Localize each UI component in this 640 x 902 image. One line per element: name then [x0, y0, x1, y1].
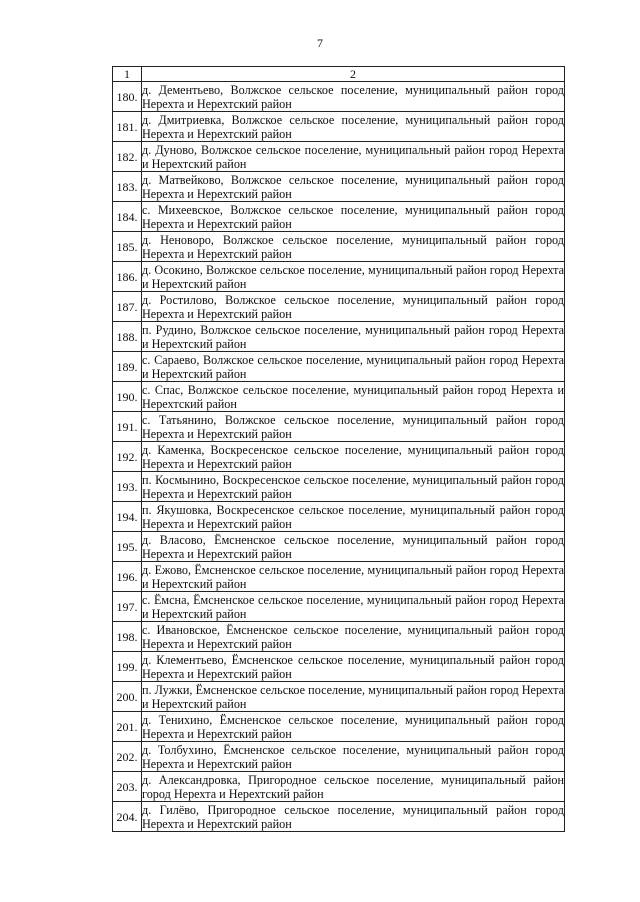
table-row	[113, 712, 565, 742]
table-row	[113, 262, 565, 292]
table-row	[113, 352, 565, 382]
row-text: д. Матвейково, Волжское сельское поселение, муниципальный район город Нерехта и Нерехтский район	[142, 172, 564, 201]
row-text: с. Ивановское, Ёмсненское сельское поселение, муниципальный район город Нерехта и Нерехтский район	[142, 622, 564, 651]
row-number: 193.	[113, 472, 142, 502]
table-row	[113, 142, 565, 172]
table-row	[113, 442, 565, 472]
row-number: 187.	[113, 292, 142, 322]
row-text: д. Дмитриевка, Волжское сельское поселение, муниципальный район город Нерехта и Нерехтский район	[142, 112, 564, 141]
table-row	[113, 592, 565, 622]
row-text: с. Сараево, Волжское сельское поселение, муниципальный район город Нерехта и Нерехтский район	[142, 352, 564, 381]
table-row	[113, 412, 565, 442]
row-number: 182.	[113, 142, 142, 172]
row-number: 195.	[113, 532, 142, 562]
row-text: д. Неноворо, Волжское сельское поселение, муниципальный район город Нерехта и Нерехтский район	[142, 232, 564, 261]
row-text: с. Спас, Волжское сельское поселение, муниципальный район город Нерехта и Нерехтский район	[142, 382, 564, 411]
row-number: 197.	[113, 592, 142, 622]
row-number: 198.	[113, 622, 142, 652]
row-number: 186.	[113, 262, 142, 292]
table-row	[113, 772, 565, 802]
row-number: 185.	[113, 232, 142, 262]
table-row	[113, 82, 565, 112]
table-row	[113, 532, 565, 562]
row-number: 199.	[113, 652, 142, 682]
table-row	[113, 112, 565, 142]
table-row	[113, 232, 565, 262]
table-row	[113, 622, 565, 652]
row-number: 190.	[113, 382, 142, 412]
row-text: д. Толбухино, Ёмсненское сельское поселение, муниципальный район город Нерехта и Нерехтский район	[142, 742, 564, 771]
row-number: 184.	[113, 202, 142, 232]
row-number: 189.	[113, 352, 142, 382]
row-number: 204.	[113, 802, 142, 832]
table-row	[113, 322, 565, 352]
row-number: 196.	[113, 562, 142, 592]
table-row	[113, 682, 565, 712]
row-text: д. Дементьево, Волжское сельское поселение, муниципальный район город Нерехта и Нерехтский район	[142, 82, 564, 111]
row-text: п. Якушовка, Воскресенское сельское поселение, муниципальный район город Нерехта и Нерехтский район	[142, 502, 564, 531]
row-text: д. Тенихино, Ёмсненское сельское поселение, муниципальный район город Нерехта и Нерехтский район	[142, 712, 564, 741]
row-text: д. Осокино, Волжское сельское поселение, муниципальный район город Нерехта и Нерехтский район	[142, 262, 564, 291]
table-row	[113, 202, 565, 232]
table-row	[113, 652, 565, 682]
row-number: 180.	[113, 82, 142, 112]
row-text: с. Ёмсна, Ёмсненское сельское поселение, муниципальный район город Нерехта и Нерехтский район	[142, 592, 564, 621]
row-number: 191.	[113, 412, 142, 442]
row-number: 183.	[113, 172, 142, 202]
row-number: 181.	[113, 112, 142, 142]
table-row	[113, 802, 565, 832]
row-text: д. Ростилово, Волжское сельское поселение, муниципальный район город Нерехта и Нерехтский район	[142, 292, 564, 321]
row-text: п. Космынино, Воскресенское сельское поселение, муниципальный район город Нерехта и Нерехтский район	[142, 472, 564, 501]
table-header-row	[113, 67, 565, 82]
row-number: 192.	[113, 442, 142, 472]
row-text: д. Гилёво, Пригородное сельское поселение, муниципальный район город Нерехта и Нерехтский район	[142, 802, 564, 831]
table-row	[113, 172, 565, 202]
table-row	[113, 562, 565, 592]
column-header-description: 2	[142, 67, 565, 82]
row-text: д. Клементьево, Ёмсненское сельское поселение, муниципальный район город Нерехта и Нерехтский район	[142, 652, 564, 681]
table-row	[113, 472, 565, 502]
table-row	[113, 382, 565, 412]
row-text: д. Каменка, Воскресенское сельское поселение, муниципальный район город Нерехта и Нерехтский район	[142, 442, 564, 471]
row-text: д. Власово, Ёмсненское сельское поселение, муниципальный район город Нерехта и Нерехтский район	[142, 532, 564, 561]
row-text: д. Дуново, Волжское сельское поселение, муниципальный район город Нерехта и Нерехтский район	[142, 142, 564, 171]
settlements-table	[112, 66, 565, 832]
row-number: 188.	[113, 322, 142, 352]
row-number: 203.	[113, 772, 142, 802]
row-number: 202.	[113, 742, 142, 772]
column-header-number: 1	[113, 67, 142, 82]
table-row	[113, 292, 565, 322]
row-text: п. Рудино, Волжское сельское поселение, муниципальный район город Нерехта и Нерехтский район	[142, 322, 564, 351]
row-text: п. Лужки, Ёмсненское сельское поселение, муниципальный район город Нерехта и Нерехтский район	[142, 682, 564, 711]
row-number: 200.	[113, 682, 142, 712]
row-number: 194.	[113, 502, 142, 532]
row-text: д. Александровка, Пригородное сельское поселение, муниципальный район город Нерехта и Нерехтский район	[142, 772, 564, 801]
row-text: с. Михеевское, Волжское сельское поселение, муниципальный район город Нерехта и Нерехтский район	[142, 202, 564, 231]
row-number: 201.	[113, 712, 142, 742]
row-text: д. Ежово, Ёмсненское сельское поселение, муниципальный район город Нерехта и Нерехтский район	[142, 562, 564, 591]
page-number: 7	[317, 36, 323, 50]
table-row	[113, 742, 565, 772]
table-row	[113, 502, 565, 532]
row-text: с. Татьянино, Волжское сельское поселение, муниципальный район город Нерехта и Нерехтский район	[142, 412, 564, 441]
